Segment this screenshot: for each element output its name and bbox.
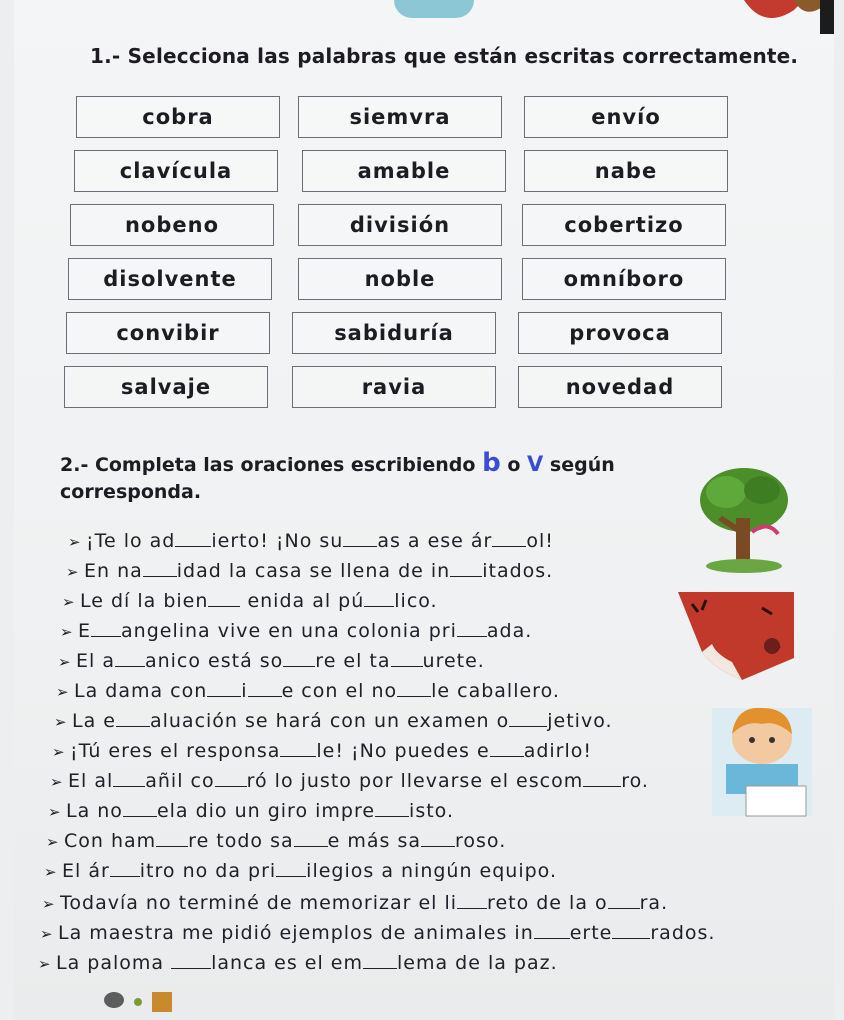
sentence-fragment: jetivo. [547,710,613,732]
sentence-fragment: ierto! ¡No su [211,530,344,552]
bullet-arrow-icon: ➢ [66,563,80,581]
fill-blank[interactable] [91,620,121,637]
sentence-fragment: isto. [409,800,455,822]
section2-title [60,450,680,506]
sentence [62,590,438,612]
fill-blank[interactable] [143,560,177,577]
word-option[interactable]: cobra [76,96,280,138]
student-icon [706,698,818,820]
sentence-fragment: e con el no [281,680,398,702]
sentence-fragment: enida al pú [240,590,365,612]
sentence [50,770,649,792]
fan-icon [672,588,800,684]
fill-blank[interactable] [612,922,650,939]
word-option[interactable]: provoca [518,312,722,354]
sentence [58,650,485,672]
fill-blank[interactable] [363,952,397,969]
sentence-fragment: La e [72,710,116,732]
fill-blank[interactable] [208,590,240,607]
sentence-fragment: ada. [486,620,533,642]
sentence-fragment: La paloma [56,952,172,974]
fill-blank[interactable] [116,710,150,727]
top-decoration [394,0,474,18]
word-option[interactable]: salvaje [64,366,268,408]
word-option[interactable]: omníboro [522,258,726,300]
fill-blank[interactable] [215,770,247,787]
sentence-fragment: El al [68,770,114,792]
word-option[interactable]: amable [302,150,506,192]
word-option[interactable]: siemvra [298,96,502,138]
fill-blank[interactable] [397,680,431,697]
sentence-fragment: ró lo justo por llevarse el escom [246,770,584,792]
word-option[interactable]: división [298,204,502,246]
sentence-fragment: Le dí la bien [80,590,209,612]
bullet-arrow-icon: ➢ [60,623,74,641]
sentence-fragment: ra. [639,892,669,914]
section2-title-line2: corresponda. [60,481,202,503]
fill-blank[interactable] [391,650,423,667]
tree-icon [696,462,792,574]
section2-title-start: 2.- Completa las oraciones escribiendo [60,454,476,476]
sentence-fragment: re todo sa [188,830,294,852]
sentence-fragment: ro. [621,770,649,792]
sentence-fragment: lico. [394,590,438,612]
sentence [48,800,454,822]
fill-blank[interactable] [509,710,547,727]
bullet-arrow-icon: ➢ [50,773,64,791]
sentence-fragment: idad la casa se llena de in [176,560,451,582]
fill-blank[interactable] [280,740,316,757]
sentence-fragment: rados. [650,922,716,944]
sentence-fragment: e más sa [327,830,422,852]
section2-connector: o [507,454,521,476]
sentence-fragment: ol! [526,530,554,552]
fill-blank[interactable] [123,800,157,817]
fill-blank[interactable] [492,530,526,547]
sentence-fragment: E [78,620,92,642]
fill-blank[interactable] [457,892,487,909]
section1-title: 1.- Selecciona las palabras que están escritas correctamente. [90,44,799,68]
sentence-fragment: lema de la paz. [397,952,558,974]
word-option[interactable]: ravia [292,366,496,408]
fill-blank[interactable] [375,800,409,817]
sentence-fragment: adirlo! [523,740,593,762]
sentence-fragment: angelina vive en una colonia pri [121,620,457,642]
sentence [44,860,557,882]
sentence-fragment: ¡Tú eres el responsa [70,740,281,762]
sentence [54,710,613,732]
sentence-fragment: La no [66,800,123,822]
fill-blank[interactable] [608,892,640,909]
word-option[interactable]: novedad [518,366,722,408]
sentence-fragment: re el ta [315,650,391,672]
bullet-arrow-icon: ➢ [56,683,70,701]
letter-v: V [527,452,544,476]
fill-blank[interactable] [490,740,524,757]
sentence-fragment: itados. [482,560,554,582]
fill-blank[interactable] [276,860,306,877]
sentence-fragment: La dama con [74,680,208,702]
bullet-arrow-icon: ➢ [54,713,68,731]
word-option[interactable]: clavícula [74,150,278,192]
sentence [40,922,715,944]
sentence-fragment: i [241,680,248,702]
fill-blank[interactable] [450,560,482,577]
fill-blank[interactable] [207,680,241,697]
fill-blank[interactable] [113,770,145,787]
fill-blank[interactable] [110,860,140,877]
bullet-arrow-icon: ➢ [40,925,54,943]
fill-blank[interactable] [294,830,328,847]
bullet-arrow-icon: ➢ [68,533,82,551]
section2-title-end: según [549,454,615,476]
sentence-fragment: as a ese ár [377,530,493,552]
sentence [60,620,532,642]
bullet-arrow-icon: ➢ [58,653,72,671]
fill-blank[interactable] [171,952,211,969]
bottom-decoration [98,986,182,1020]
fill-blank[interactable] [421,830,455,847]
word-option[interactable]: convibir [66,312,270,354]
fill-blank[interactable] [583,770,621,787]
word-option[interactable]: cobertizo [522,204,726,246]
word-option[interactable]: noble [298,258,502,300]
sentence-fragment: erte [569,922,613,944]
sentence [46,830,506,852]
sentence [38,952,558,974]
bullet-arrow-icon: ➢ [62,593,76,611]
bullet-arrow-icon: ➢ [44,863,58,881]
sentence-fragment: reto de la o [487,892,608,914]
sentence-fragment: le caballero. [431,680,560,702]
sentence [56,680,560,702]
sentence-fragment: anico está so [144,650,284,672]
sentence-fragment: Con ham [64,830,157,852]
sentence-fragment: roso. [455,830,507,852]
word-option[interactable]: nabe [524,150,728,192]
sentence-fragment: ¡Te lo ad [86,530,176,552]
sentence-fragment: Todavía no terminé de memorizar el li [60,892,458,914]
sentence [52,740,592,762]
sentence-fragment: El ár [62,860,110,882]
sentence-fragment: La maestra me pidió ejemplos de animales in [58,922,534,944]
fill-blank[interactable] [457,620,487,637]
fill-blank[interactable] [534,922,570,939]
sentence-fragment: El a [76,650,115,672]
bullet-arrow-icon: ➢ [42,895,56,913]
word-option[interactable]: sabiduría [292,312,496,354]
bullet-arrow-icon: ➢ [52,743,66,761]
corner-illustration [724,0,834,34]
sentence [42,892,668,914]
word-option[interactable]: nobeno [70,204,274,246]
fill-blank[interactable] [364,590,394,607]
word-option[interactable]: envío [524,96,728,138]
sentence-fragment: lanca es el em [211,952,364,974]
sentence-fragment: itro no da pri [139,860,277,882]
bullet-arrow-icon: ➢ [46,833,60,851]
sentence-fragment: aluación se hará con un examen o [149,710,510,732]
sentence-fragment: ilegios a ningún equipo. [306,860,558,882]
bullet-arrow-icon: ➢ [38,955,52,973]
fill-blank[interactable] [115,650,145,667]
fill-blank[interactable] [283,650,315,667]
sentence-fragment: ela dio un giro impre [156,800,376,822]
sentence-fragment: urete. [422,650,485,672]
sentence [68,530,554,552]
fill-blank[interactable] [175,530,211,547]
fill-blank[interactable] [156,830,188,847]
sentence-fragment: le! ¡No puedes e [316,740,490,762]
fill-blank[interactable] [343,530,377,547]
sentence [66,560,553,582]
fill-blank[interactable] [248,680,282,697]
letter-b: b [482,448,501,478]
sentence-fragment: En na [84,560,143,582]
word-option[interactable]: disolvente [68,258,272,300]
sentence-fragment: añil co [145,770,215,792]
bullet-arrow-icon: ➢ [48,803,62,821]
